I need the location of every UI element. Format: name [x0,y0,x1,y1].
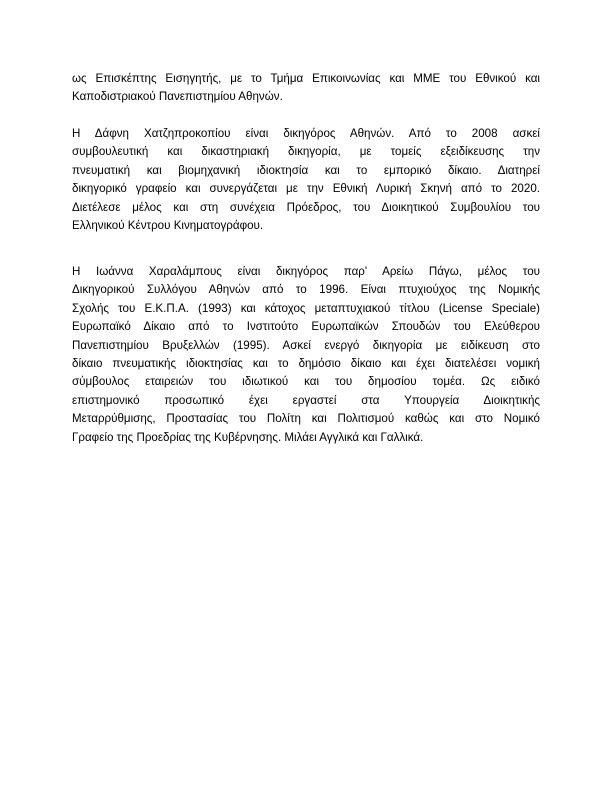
paragraph-line: δικηγορικό γραφείο και συνεργάζεται με την Εθνική Λυρική Σκηνή από το 2020. [72,182,540,196]
paragraph-line: Σχολής του Ε.Κ.Π.Α. (1993) και κάτοχος μεταπτυχιακού τίτλου (License Speciale) [72,301,540,315]
paragraph-line: σύμβουλος εταιρειών του ιδιωτικού και του δημοσίου τομέα. Ως ειδικό [72,375,540,389]
paragraph-line: Μεταρρύθμισης, Προστασίας του Πολίτη και Πολιτισμού καθώς και στο Νομικό [72,412,540,426]
paragraph-line: Γραφείο της Προεδρίας της Κυβέρνησης. Μιλάει Αγγλικά και Γαλλικά. [72,430,424,444]
paragraph-line: Ελληνικού Κέντρου Κινηματογράφου. [72,218,264,232]
paragraph-line: Δικηγορικού Συλλόγου Αθηνών από το 1996. Είναι πτυχιούχος της Νομικής [72,283,540,297]
paragraph-guest-speaker [72,70,540,107]
paragraph-line: Καποδιστριακού Πανεπιστημίου Αθηνών. [72,90,283,104]
paragraph-line: επιστημονικό προσωπικό έχει εργαστεί στα Υπουργεία Διοικητικής [72,393,540,407]
paragraph-line: Η Ιωάννα Χαραλάμπους είναι δικηγόρος παρ' Αρείω Πάγω, μέλος του [72,265,540,278]
paragraph-line: πνευματική και βιομηχανική ιδιοκτησία και το εμπορικό δίκαιο. Διατηρεί [72,163,540,177]
paragraph-line: Ευρωπαϊκό Δίκαιο από το Ινστιτούτο Ευρωπαϊκών Σπουδών του Ελεύθερου [72,320,540,334]
paragraph-bio-dafni [72,125,540,235]
paragraph-line: ως Επισκέπτης Εισηγητής, με το Τμήμα Επικοινωνίας και ΜΜΕ του Εθνικού και [72,72,540,85]
paragraph-bio-ioanna [72,263,540,447]
paragraph-line: Πανεπιστημίου Βρυξελλών (1995). Ασκεί ενεργό δικηγορία με ειδίκευση στο [72,338,540,352]
paragraph-line: Διετέλεσε μέλος και στη συνέχεια Πρόεδρος, του Διοικητικού Συμβουλίου του [72,200,540,214]
paragraph-line: Η Δάφνη Χατζηπροκοπίου είναι δικηγόρος Αθηνών. Από το 2008 ασκεί [72,127,540,140]
paragraph-line: συμβουλευτική και δικαστηριακή δικηγορία, με τομείς εξειδίκευσης την [72,145,540,159]
paragraph-line: δίκαιο πνευματικής ιδιοκτησίας και το δημόσιο δίκαιο και έχει διατελέσει νομική [72,356,540,370]
